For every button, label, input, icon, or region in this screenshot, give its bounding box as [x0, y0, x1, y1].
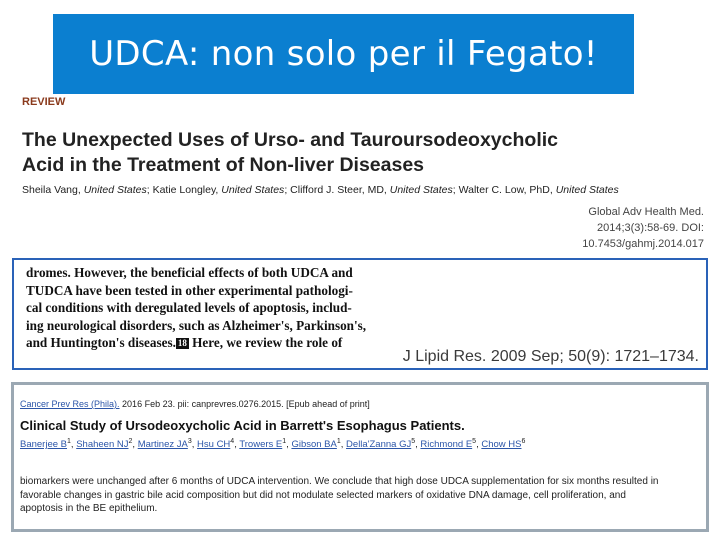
article-title-line: The Unexpected Uses of Urso- and Tauroursodeoxycholic	[22, 129, 559, 151]
affiliation-number: 3	[187, 438, 192, 445]
affiliation-number: 5	[411, 438, 416, 445]
slide-title: UDCA: non solo per il Fegato!	[89, 34, 598, 74]
journal-link[interactable]: Cancer Prev Res (Phila).	[20, 399, 120, 409]
author-link[interactable]: Gibson BA	[291, 439, 337, 451]
author-name: ; Clifford J. Steer, MD,	[284, 184, 390, 196]
abstract-box	[11, 382, 709, 532]
author-affiliation: United States	[555, 184, 619, 196]
affiliation-number: 1	[67, 438, 71, 445]
author-link[interactable]: Hsu CH	[197, 439, 231, 451]
journal-reference	[582, 204, 704, 252]
quote-line: cal conditions with deregulated levels of apoptosis, includ-	[26, 300, 352, 315]
author-list: Banerjee $B^1$, Shaheen $NJ^2$, Martinez $JA^3$, Hsu $CH^4$, Trowers $E^1$, Gibson $BA^1$, Della'Zanna $GJ^5$, Richmond $E^5$, Chow $HS^6$	[20, 438, 526, 451]
abstract-line: favorable changes in gastric bile acid composition but did not modulate selected markers of oxidative DNA damage, cell proliferation, and	[20, 489, 626, 501]
journal-line	[20, 399, 370, 409]
author-link[interactable]: Shaheen NJ	[76, 439, 129, 451]
author-name: ; Katie Longley,	[146, 184, 222, 196]
affiliation-number: 5	[472, 438, 477, 445]
author-link[interactable]: Martinez JA	[137, 439, 188, 451]
author-name: Sheila Vang,	[22, 184, 84, 196]
author-link[interactable]: Trowers E	[239, 439, 283, 451]
journal-line: Global Adv Health Med.	[588, 206, 704, 218]
affiliation-number: 4	[230, 438, 235, 445]
article-title-line: Acid in the Treatment of Non-liver Diseases	[22, 154, 425, 176]
quote-line	[26, 334, 400, 352]
author-affiliation: United States	[83, 184, 147, 196]
study-title: Clinical Study of Ursodeoxycholic Acid in Barrett's Esophagus Patients.	[20, 418, 465, 433]
author-link[interactable]: Della'Zanna GJ	[346, 439, 412, 451]
author-link[interactable]: Banerjee B	[20, 439, 68, 451]
journal-line: 2014;3(3):58-69. DOI:	[596, 222, 704, 234]
author-link[interactable]: Chow HS	[481, 439, 522, 451]
author-affiliation: United States	[221, 184, 285, 196]
quote-line: ing neurological disorders, such as Alzheimer's, Parkinson's,	[26, 317, 367, 333]
affiliation-number: 1	[336, 438, 341, 445]
author-list	[22, 184, 619, 196]
quote-line: TUDCA have been tested in other experimental pathologi-	[26, 282, 353, 298]
abstract-line: apoptosis in the BE epithelium.	[20, 503, 158, 515]
slide-title-banner	[53, 14, 634, 94]
reference-marker[interactable]: 18	[177, 338, 187, 348]
quote-text	[26, 264, 400, 352]
section-label: REVIEW	[22, 96, 66, 108]
abstract-line: biomarkers were unchanged after 6 months of UDCA intervention. We conclude that high dose UDCA supplementation for six months resulted in	[20, 476, 659, 487]
abstract-text	[20, 475, 704, 516]
quote-box	[12, 258, 708, 370]
author-name: ; Walter C. Low, PhD,	[452, 184, 556, 196]
author-link[interactable]: Richmond E	[420, 439, 473, 451]
article-title	[22, 128, 622, 178]
affiliation-number: 6	[521, 438, 526, 445]
quote-line: dromes. However, the beneficial effects of both UDCA and	[26, 265, 353, 280]
affiliation-number: 1	[282, 438, 287, 445]
quote-line-end: Here, we review the role of	[188, 335, 343, 350]
journal-details: 2016 Feb 23. pii: canprevres.0276.2015. [Epub ahead of print]	[119, 399, 370, 409]
citation-text: J Lipid Res. 2009 Sep; 50(9): 1721–1734.	[402, 348, 699, 365]
affiliation-number: 2	[128, 438, 133, 445]
author-affiliation: United States	[389, 184, 453, 196]
journal-line: 10.7453/gahmj.2014.017	[582, 238, 704, 250]
quote-line-start: and Huntington's diseases.	[26, 335, 176, 350]
